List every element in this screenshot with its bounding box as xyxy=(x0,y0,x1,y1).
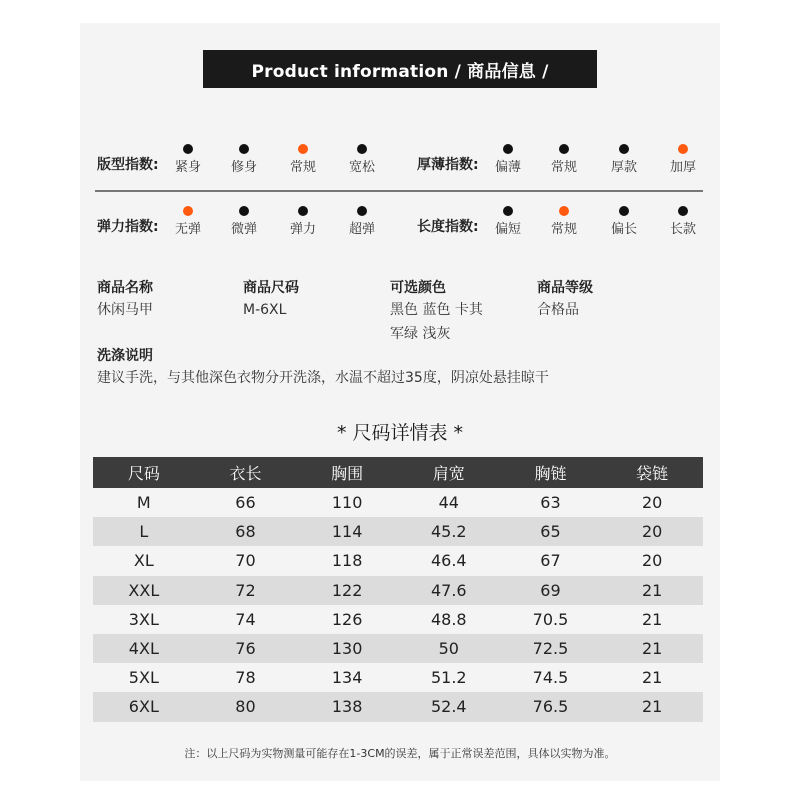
thickness-option xyxy=(488,144,528,175)
dot-icon xyxy=(619,144,629,154)
column-header: 肩宽 xyxy=(398,457,500,488)
colors-value-line1: 黑色 蓝色 卡其 xyxy=(390,302,483,318)
column-header: 袋链 xyxy=(601,457,703,488)
table-cell: L xyxy=(93,517,195,546)
page-title-text: Product information / 商品信息 / xyxy=(251,61,549,82)
table-cell: XXL xyxy=(93,576,195,605)
table-row xyxy=(93,634,703,663)
column-header: 衣长 xyxy=(195,457,297,488)
table-cell: 4XL xyxy=(93,634,195,663)
table-cell: 44 xyxy=(398,488,500,517)
length-option xyxy=(488,206,528,237)
dot-icon xyxy=(619,206,629,216)
wash-value: 建议手洗，与其他深色衣物分开洗涤，水温不超过35度，阴凉处悬挂晾干 xyxy=(97,370,549,386)
size-table-header xyxy=(93,457,703,488)
table-cell: 70.5 xyxy=(500,605,602,634)
table-row xyxy=(93,576,703,605)
table-cell: 67 xyxy=(500,546,602,575)
dot-icon xyxy=(503,206,513,216)
size-label: 商品尺码 xyxy=(243,280,299,296)
dot-icon xyxy=(559,144,569,154)
table-cell: 118 xyxy=(296,546,398,575)
thickness-option xyxy=(544,144,584,175)
grade-label: 商品等级 xyxy=(537,280,593,296)
wash-label: 洗涤说明 xyxy=(97,348,153,364)
table-cell: 80 xyxy=(195,692,297,721)
column-header: 尺码 xyxy=(93,457,195,488)
table-row xyxy=(93,546,703,575)
table-cell: 46.4 xyxy=(398,546,500,575)
table-cell: XL xyxy=(93,546,195,575)
table-cell: 122 xyxy=(296,576,398,605)
name-value: 休闲马甲 xyxy=(97,302,153,318)
table-cell: 68 xyxy=(195,517,297,546)
option-label: 常规 xyxy=(550,222,577,237)
option-label: 微弹 xyxy=(230,222,257,237)
length-option xyxy=(544,206,584,237)
option-label: 弹力 xyxy=(289,222,316,237)
table-cell: M xyxy=(93,488,195,517)
measurement-note: 注：以上尺码为实物测量可能存在1-3CM的误差，属于正常误差范围，具体以实物为准。 xyxy=(184,747,616,760)
option-label: 紧身 xyxy=(174,160,201,175)
thickness-option xyxy=(663,144,703,175)
table-cell: 52.4 xyxy=(398,692,500,721)
table-row xyxy=(93,663,703,692)
option-label: 偏短 xyxy=(494,222,521,237)
length-index-label: 长度指数: xyxy=(417,219,479,235)
table-cell: 78 xyxy=(195,663,297,692)
table-cell: 21 xyxy=(601,634,703,663)
colors-value-line2: 军绿 浅灰 xyxy=(390,326,451,342)
option-label: 常规 xyxy=(550,160,577,175)
option-label: 偏长 xyxy=(610,222,637,237)
size-value: M-6XL xyxy=(243,302,287,318)
thickness-index-label: 厚薄指数: xyxy=(417,157,479,173)
table-cell: 21 xyxy=(601,692,703,721)
table-cell: 48.8 xyxy=(398,605,500,634)
table-cell: 130 xyxy=(296,634,398,663)
page-title xyxy=(203,50,597,88)
table-cell: 72.5 xyxy=(500,634,602,663)
table-cell: 20 xyxy=(601,488,703,517)
option-label: 长款 xyxy=(669,222,696,237)
table-cell: 126 xyxy=(296,605,398,634)
table-cell: 20 xyxy=(601,546,703,575)
selected-dot-icon xyxy=(678,144,688,154)
column-header: 胸围 xyxy=(296,457,398,488)
table-cell: 6XL xyxy=(93,692,195,721)
option-label: 厚款 xyxy=(610,160,637,175)
table-cell: 50 xyxy=(398,634,500,663)
length-option xyxy=(663,206,703,237)
table-row xyxy=(93,517,703,546)
table-cell: 74 xyxy=(195,605,297,634)
table-cell: 47.6 xyxy=(398,576,500,605)
dot-icon xyxy=(678,206,688,216)
thickness-option xyxy=(604,144,644,175)
colors-label: 可选颜色 xyxy=(390,280,446,296)
option-label: 无弹 xyxy=(174,222,201,237)
size-table-title: * 尺码详情表 * xyxy=(336,422,464,444)
table-cell: 63 xyxy=(500,488,602,517)
dot-icon xyxy=(503,144,513,154)
table-cell: 70 xyxy=(195,546,297,575)
table-cell: 20 xyxy=(601,517,703,546)
option-label: 修身 xyxy=(230,160,257,175)
table-cell: 76.5 xyxy=(500,692,602,721)
table-cell: 138 xyxy=(296,692,398,721)
table-row xyxy=(93,692,703,721)
table-cell: 66 xyxy=(195,488,297,517)
fit-index-label: 版型指数: xyxy=(97,157,159,173)
grade-value: 合格品 xyxy=(537,302,579,318)
length-option xyxy=(604,206,644,237)
table-row xyxy=(93,488,703,517)
option-label: 偏薄 xyxy=(494,160,521,175)
selected-dot-icon xyxy=(559,206,569,216)
table-cell: 72 xyxy=(195,576,297,605)
option-label: 加厚 xyxy=(669,160,696,175)
table-cell: 65 xyxy=(500,517,602,546)
table-cell: 69 xyxy=(500,576,602,605)
table-cell: 21 xyxy=(601,663,703,692)
table-cell: 45.2 xyxy=(398,517,500,546)
column-header: 胸链 xyxy=(500,457,602,488)
table-cell: 110 xyxy=(296,488,398,517)
name-label: 商品名称 xyxy=(97,280,153,296)
option-label: 宽松 xyxy=(348,160,375,175)
table-cell: 3XL xyxy=(93,605,195,634)
divider xyxy=(95,190,703,192)
table-cell: 74.5 xyxy=(500,663,602,692)
table-cell: 134 xyxy=(296,663,398,692)
table-cell: 51.2 xyxy=(398,663,500,692)
table-cell: 5XL xyxy=(93,663,195,692)
option-label: 超弹 xyxy=(348,222,375,237)
table-cell: 76 xyxy=(195,634,297,663)
table-cell: 114 xyxy=(296,517,398,546)
elasticity-index-label: 弹力指数: xyxy=(97,219,159,235)
table-cell: 21 xyxy=(601,605,703,634)
table-row xyxy=(93,605,703,634)
index-row-length xyxy=(0,202,800,242)
table-cell: 21 xyxy=(601,576,703,605)
size-table xyxy=(93,457,703,722)
index-row-thickness xyxy=(0,140,800,180)
option-label: 常规 xyxy=(289,160,316,175)
